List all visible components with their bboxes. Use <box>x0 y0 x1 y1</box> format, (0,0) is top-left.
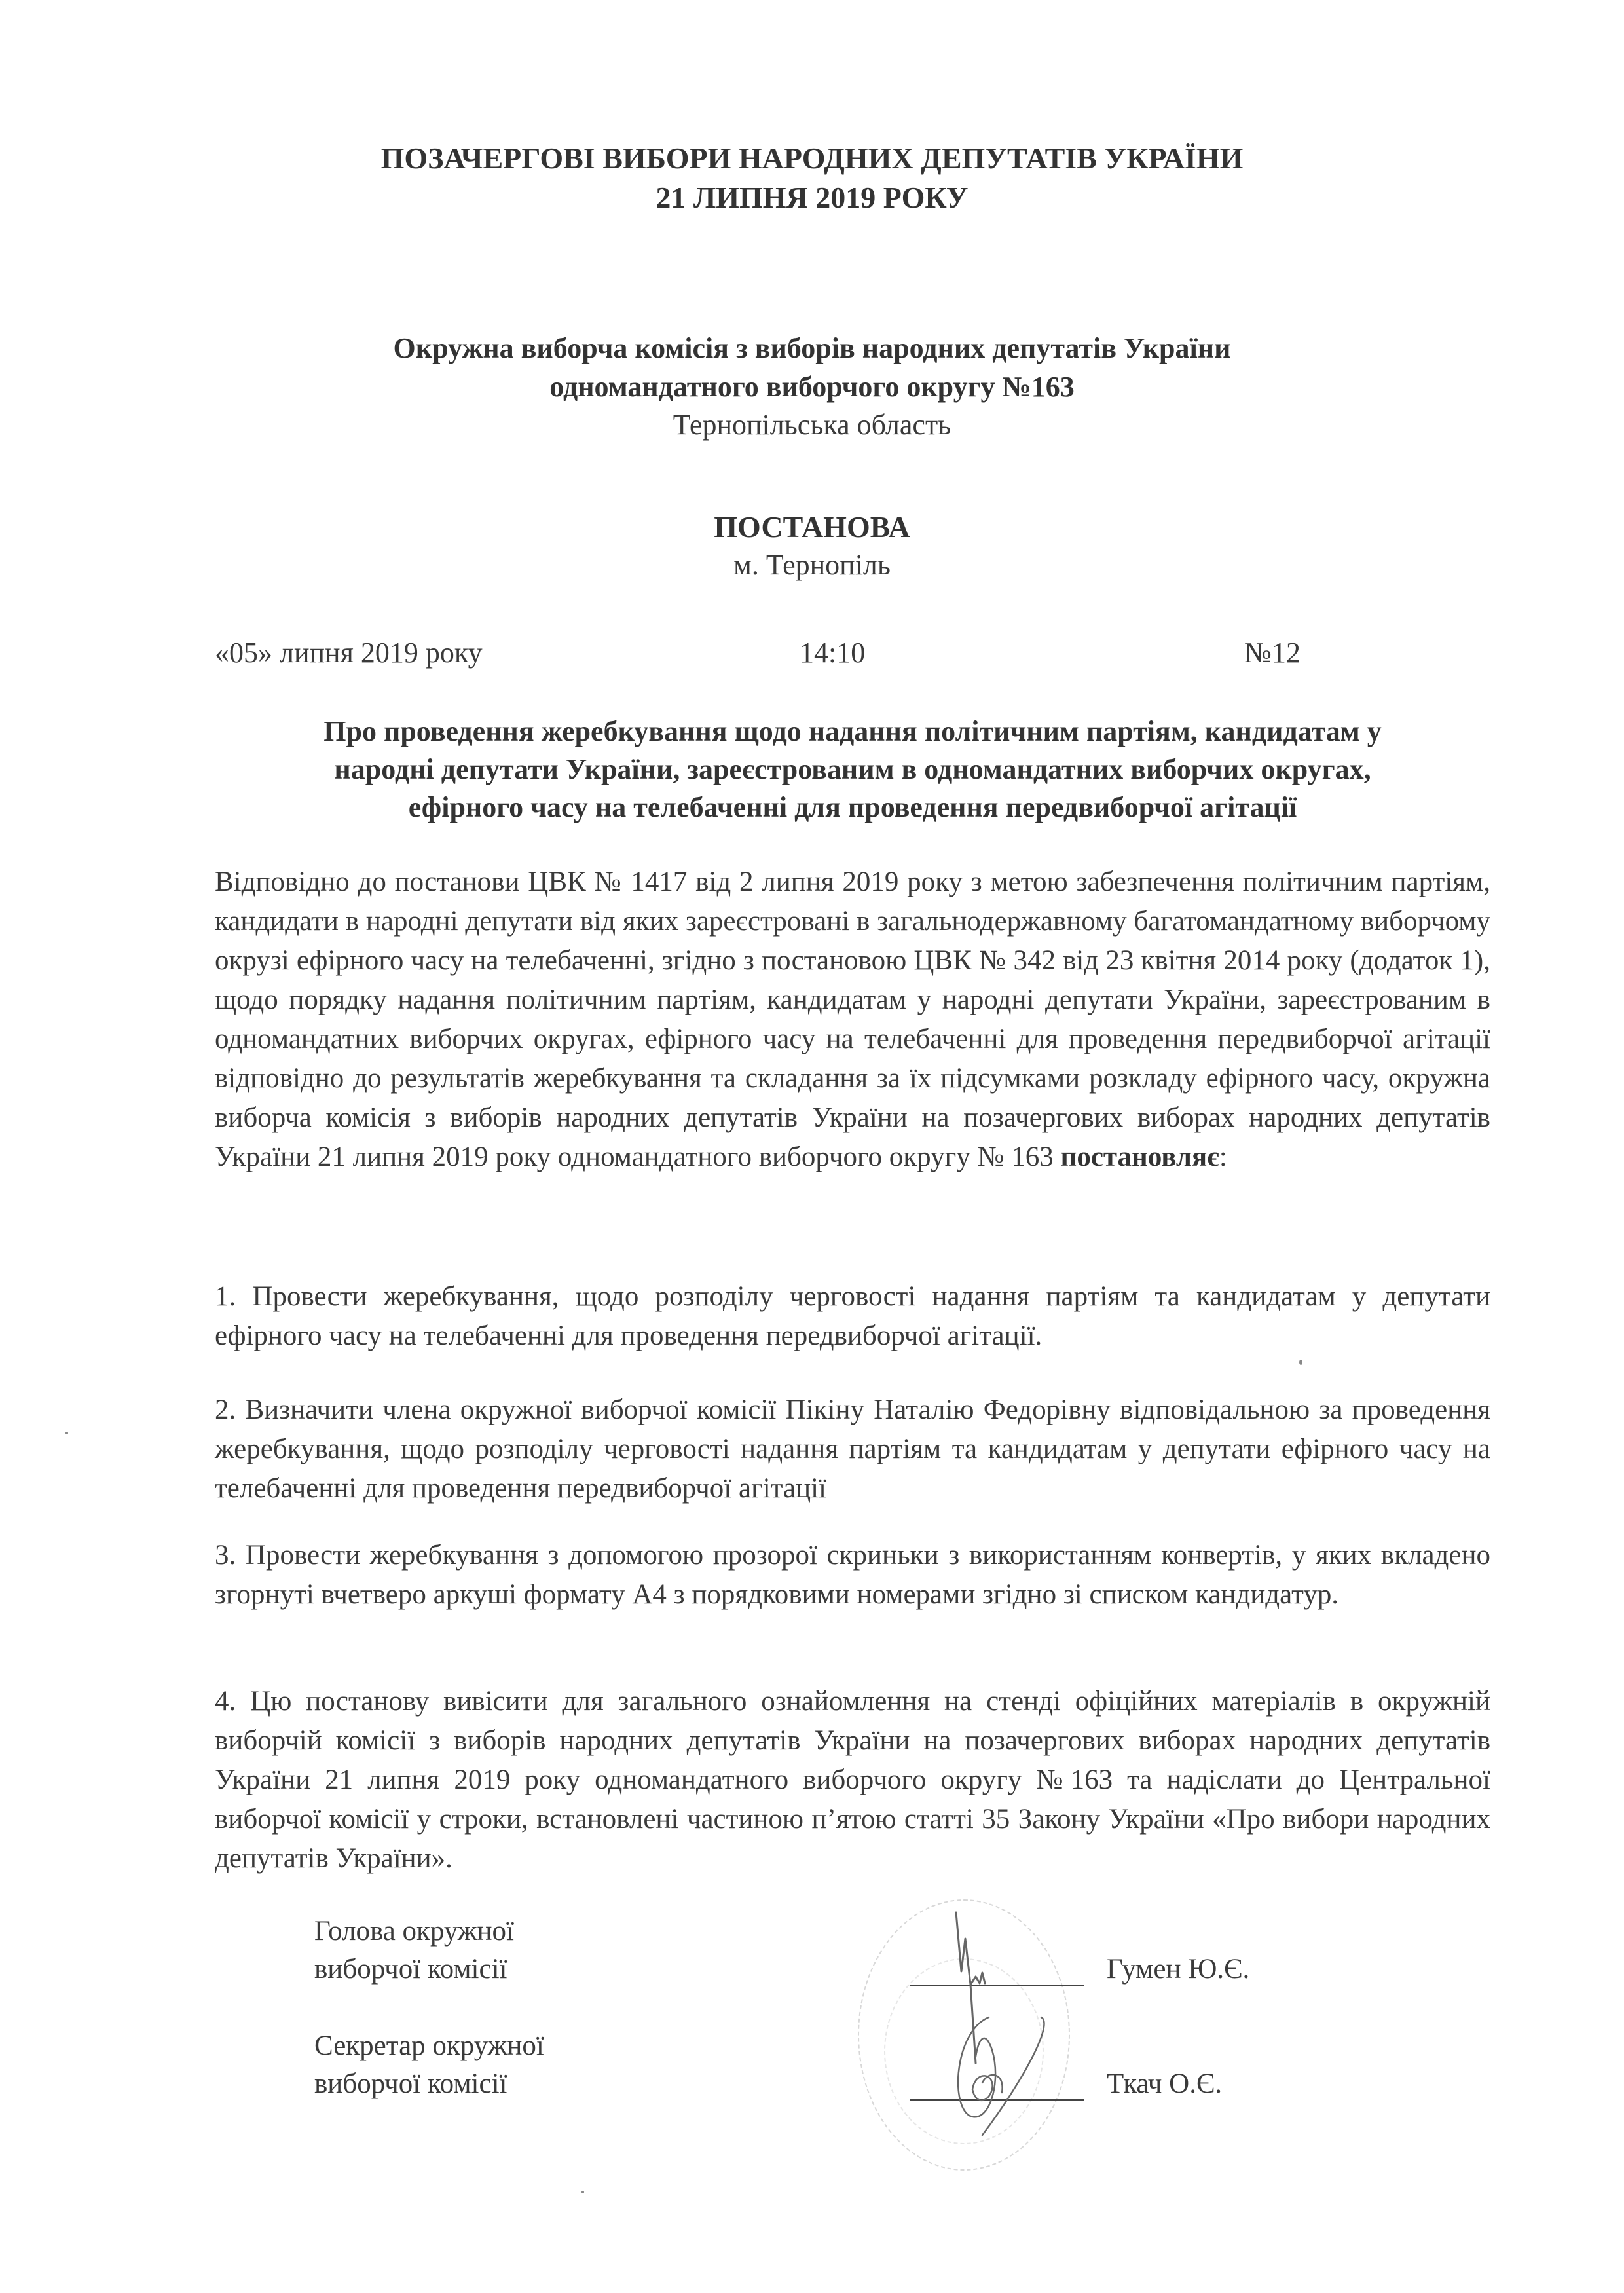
chair-role-line-1: Голова окружної <box>314 1916 514 1947</box>
item-3: 3. Провести жеребкування з допомогою прозорої скриньки з використанням конвертів, у яких вкладено згорнуті вчетверо аркуші формату А4 з порядковими номерами згідно зі списком кандидатур. <box>215 1540 1490 1610</box>
preamble-resolves: постановляє <box>1060 1142 1219 1172</box>
scan-speck <box>581 2191 584 2193</box>
item-4: 4. Цю постанову вивісити для загального ознайомлення на стенді офіційних матеріалів в окружній виборчій комісії з виборів народних депутатів України на позачергових виборах народних депутатів України 21 липня 2019 року одномандатного виборчого округу №163 та надіслати до Центральної виборчої комісії у строки, встановлені частиною п’ятою статті 35 Закону України «Про вибори народних депутатів України». <box>215 1686 1490 1874</box>
document-meta-row <box>215 634 1315 673</box>
chair-name: Гумен Ю.Є. <box>1107 1954 1250 1985</box>
secretary-role-line-2: виборчої комісії <box>314 2068 507 2099</box>
subject-line-3: ефірного часу на телебаченні для проведення передвиборчої агітації <box>408 791 1297 823</box>
secretary-role-line-1: Секретар окружної <box>314 2030 544 2061</box>
election-date-title: 21 ЛИПНЯ 2019 РОКУ <box>655 181 969 214</box>
secretary-signature-icon <box>943 2011 1061 2142</box>
subject-line-1: Про проведення жеребкування щодо надання політичним партіям, кандидатам у <box>323 715 1382 747</box>
district-name: одномандатного виборчого округу №163 <box>549 371 1075 403</box>
scan-speck <box>65 1432 68 1434</box>
election-title: ПОЗАЧЕРГОВІ ВИБОРИ НАРОДНИХ ДЕПУТАТІВ УКРАЇНИ <box>380 141 1244 175</box>
chair-role-line-2: виборчої комісії <box>314 1954 507 1985</box>
subject-line-2: народні депутати України, зареєстрованим в одномандатних виборчих округах, <box>334 753 1371 785</box>
region-name: Тернопільська область <box>673 409 951 441</box>
preamble-paragraph <box>215 863 1490 1177</box>
item-1: 1. Провести жеребкування, щодо розподілу черговості надання партіям та кандидатам у депутати ефірного часу на телебаченні для проведення передвиборчої агітації. <box>215 1281 1490 1351</box>
item-2: 2. Визначити члена окружної виборчої комісії Пікіну Наталію Федорівну відповідальною за проведення жеребкування, щодо розподілу черговості надання партіям та кандидатам у депутати ефірного часу на телебаченні для проведення передвиборчої агітації <box>215 1394 1490 1504</box>
scan-speck <box>1299 1360 1302 1365</box>
commission-name: Окружна виборча комісія з виборів народних депутатів України <box>393 332 1231 364</box>
document-type: ПОСТАНОВА <box>714 510 910 544</box>
document-time: 14:10 <box>800 637 866 669</box>
preamble-text: Відповідно до постанови ЦВК № 1417 від 2 липня 2019 року з метою забезпечення політичним партіям, кандидати в народні депутати від яких зареєстровані в загальнодержавному багатомандатному виборчому окрузі ефірного часу на телебаченні, згідно з постановою ЦВК № 342 від 23 квітня 2014 року (додаток 1), щодо порядку надання політичним партіям, кандидатам у народні депутати України, зареєстрованим в одномандатних виборчих округах, ефірного часу на телебаченні для проведення передвиборчої агітації відповідно до результатів жеребкування та складання за їх підсумками розкладу ефірного часу, окружна виборча комісія з виборів народних депутатів України на позачергових виборах народних депутатів України 21 липня 2019 року одномандатного виборчого округу № 163 <box>215 867 1490 1172</box>
secretary-name: Ткач О.Є. <box>1107 2068 1223 2099</box>
document-number: №12 <box>1244 637 1301 669</box>
document-city: м. Тернопіль <box>733 549 891 581</box>
document-date: «05» липня 2019 року <box>215 637 483 669</box>
preamble-colon: : <box>1219 1142 1227 1172</box>
document-subject <box>215 713 1490 827</box>
